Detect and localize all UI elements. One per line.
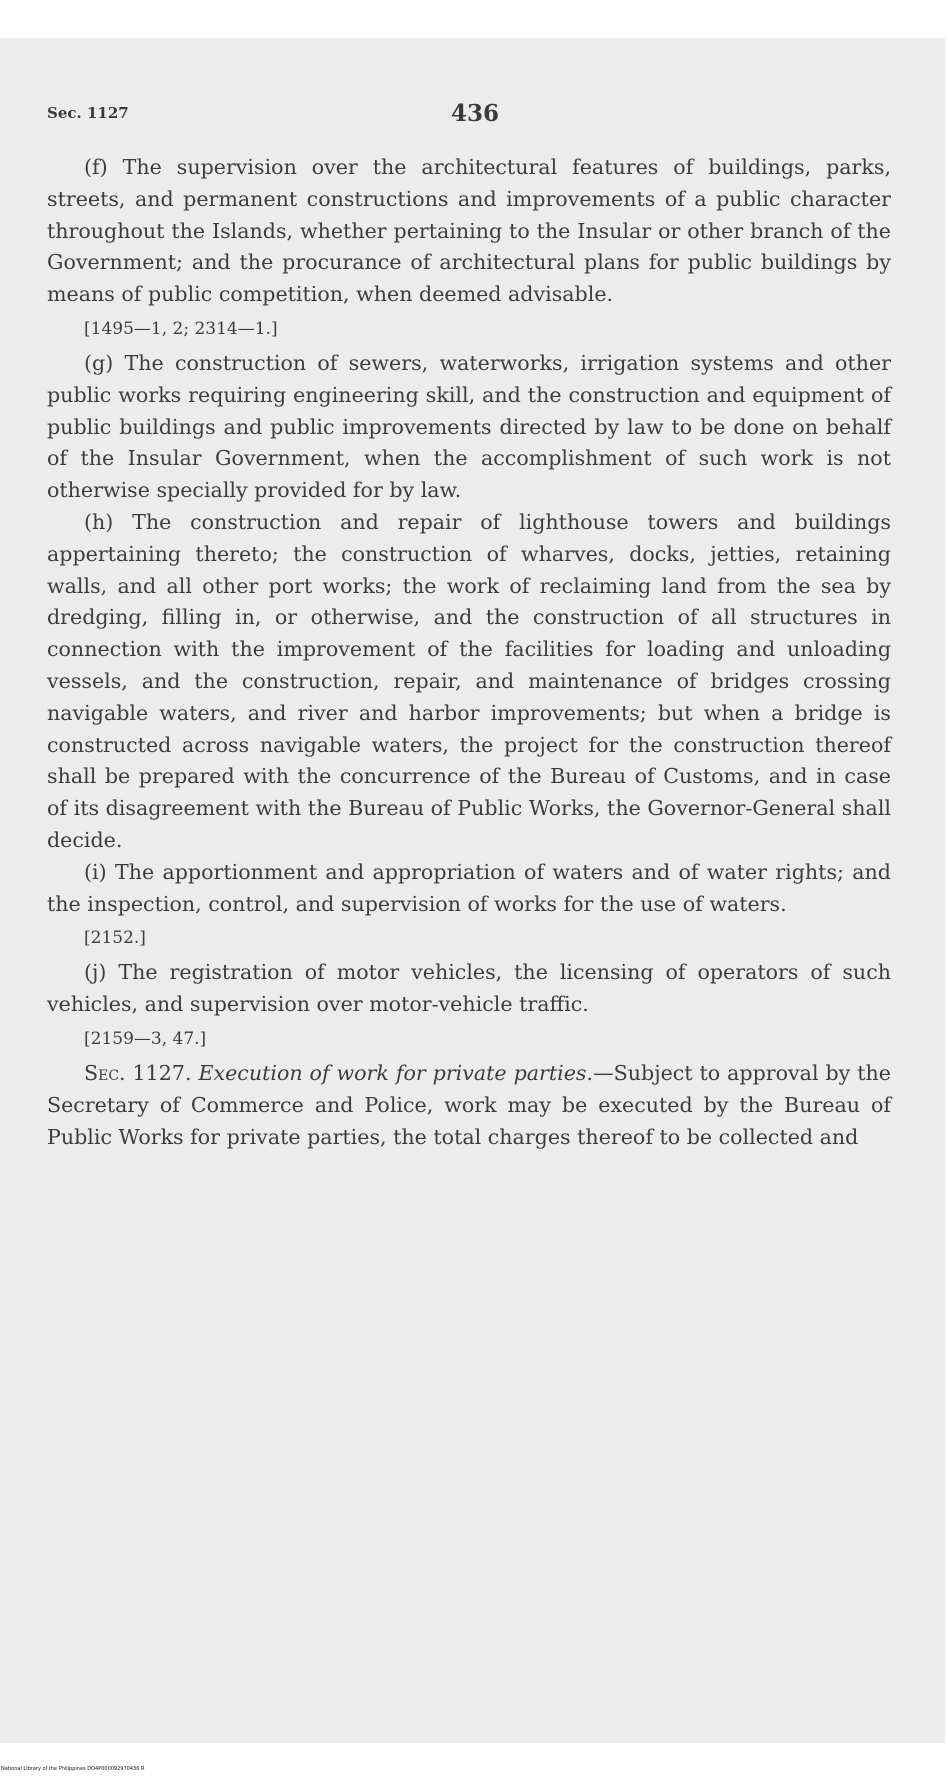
library-footer: National Library of the Philippines DO4P000092970436 R xyxy=(1,1766,145,1772)
paragraph-i xyxy=(47,857,891,921)
section-number: 1127. xyxy=(125,1060,199,1085)
paragraph-i-text: The apportionment and appropriation of waters and of water rights; and the inspection, control, and supervision of works for the use of waters. xyxy=(47,859,891,916)
section-label: Sec. 1127 xyxy=(47,104,129,122)
body-text xyxy=(47,152,891,1153)
section-caption: Execution of work for private parties. xyxy=(198,1060,594,1085)
section-word: Sec. xyxy=(84,1060,126,1085)
citation-j: [2159—3, 47.] xyxy=(84,1028,207,1049)
paragraph-f-text: The supervision over the architectural features of buildings, parks, streets, and permanent constructions and improvements of a public character throughout the Islands, whether pertaining to the Insular or other branch of the Government; and the procurance of architectural plans for public buildings by means of public competition, when deemed advisable. xyxy=(47,155,891,307)
item-marker-i: (i) xyxy=(84,859,107,884)
paragraph-g-text: The construction of sewers, waterworks, irrigation systems and other public works requiring engineering skill, and the construction and equipment of public buildings and public improvements directed by law to be done on behalf of the Insular Government, when the accomplishment of such work is not otherwise specially provided for by law. xyxy=(47,350,891,503)
section-text: —Subject to approval by the Secretary of Commerce and Police, work may be executed by the Bureau of Public Works for private parties, the total charges thereof to be collected and xyxy=(47,1060,891,1149)
section-1127 xyxy=(47,1058,891,1153)
page-number: 436 xyxy=(451,100,500,127)
page-header xyxy=(47,100,887,136)
paragraph-h xyxy=(47,507,891,857)
paragraph-h-text: The construction and repair of lighthouse towers and buildings appertaining thereto; the construction of wharves, docks, jetties, retaining walls, and all other port works; the work of reclaiming land from the sea by dredging, filling in, or otherwise, and the construction of all structures in connection with the improvement of the facilities for loading and unloading vessels, and the construction, repair, and maintenance of bridges crossing navigable waters, and river and harbor improvements; but when a bridge is constructed across navigable waters, the project for the construction thereof shall be prepared with the concurrence of the Bureau of Customs, and in case of its disagreement with the Bureau of Public Works, the Governor-General shall decide. xyxy=(47,509,891,852)
citation-f: [1495—1, 2; 2314—1.] xyxy=(84,318,278,339)
item-marker-j: (j) xyxy=(84,960,107,985)
paragraph-j-text: The registration of motor vehicles, the licensing of operators of such vehicles, and supervision over motor-vehicle traffic. xyxy=(47,960,891,1017)
item-marker-g: (g) xyxy=(84,350,114,375)
paragraph-g xyxy=(47,348,891,507)
citation-i: [2152.] xyxy=(84,928,146,949)
paragraph-f xyxy=(47,152,891,311)
paragraph-j xyxy=(47,957,891,1021)
item-marker-h: (h) xyxy=(84,509,114,534)
item-marker-f: (f) xyxy=(84,155,108,179)
